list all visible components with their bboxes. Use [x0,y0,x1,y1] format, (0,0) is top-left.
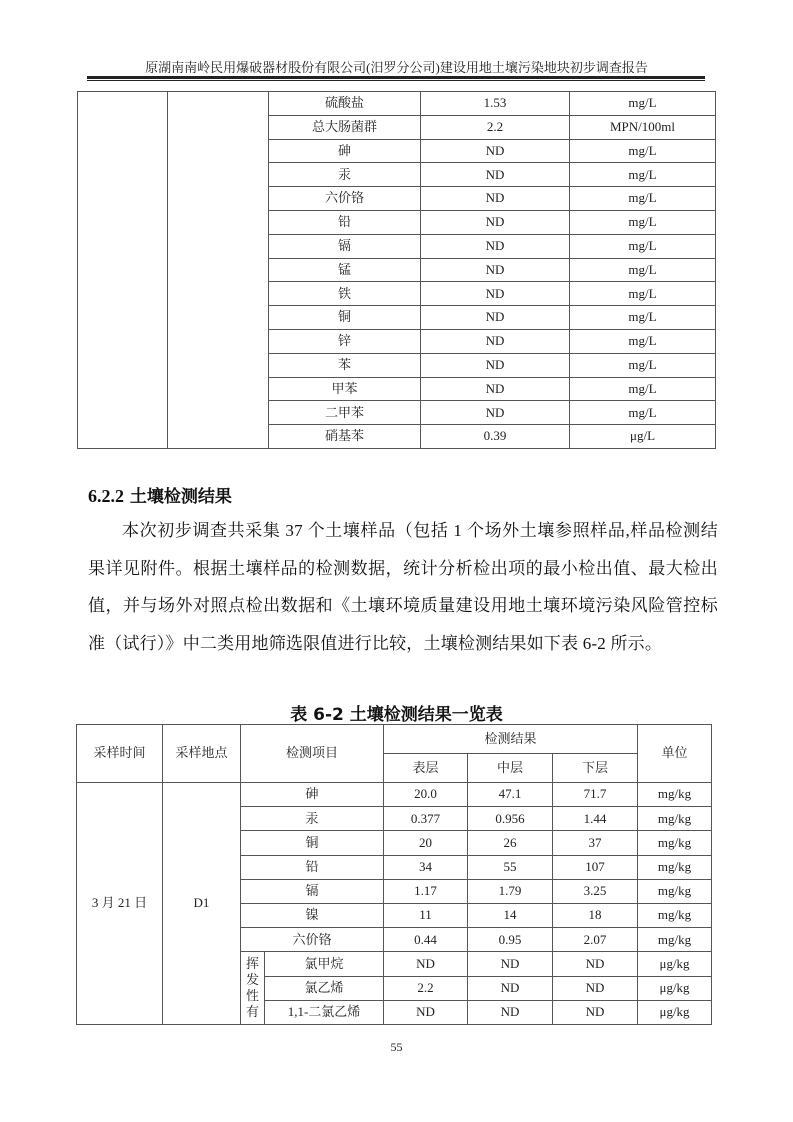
lower-result-cell: 107 [553,855,638,879]
unit-cell: mg/kg [638,831,712,855]
test-item-cell: 镉 [241,879,384,903]
middle-result-cell: 0.95 [468,928,553,952]
test-item-cell: 苯 [269,353,421,377]
result-cell: ND [421,163,570,187]
table-row [78,92,716,116]
test-item-cell: 总大肠菌群 [269,115,421,139]
unit-cell: mg/L [570,258,716,282]
water-results-table-continued [77,91,716,449]
section-heading [88,482,232,507]
unit-cell: μg/kg [638,1000,712,1024]
section-number: 6.2.2 [88,486,124,506]
unit-cell: mg/L [570,377,716,401]
unit-cell: mg/L [570,92,716,116]
test-item-cell: 氯甲烷 [265,952,384,976]
surface-result-cell: ND [384,952,468,976]
test-item-cell: 汞 [269,163,421,187]
unit-cell: mg/L [570,282,716,306]
header-unit: 单位 [638,725,712,783]
unit-cell: mg/L [570,306,716,330]
header-results: 检测结果 [384,725,638,754]
result-cell: ND [421,401,570,425]
result-cell: ND [421,187,570,211]
header-layer-middle: 中层 [468,754,553,783]
test-item-cell: 六价铬 [269,187,421,211]
unit-cell: μg/kg [638,976,712,1000]
unit-cell: MPN/100ml [570,115,716,139]
header-sampling-time: 采样时间 [77,725,163,783]
unit-cell: μg/kg [638,952,712,976]
unit-cell: mg/L [570,234,716,258]
surface-result-cell: 20 [384,831,468,855]
result-cell: 0.39 [421,425,570,449]
unit-cell: mg/kg [638,855,712,879]
header-rule-thick [87,76,705,79]
middle-result-cell: 47.1 [468,783,553,807]
unit-cell: mg/L [570,401,716,425]
lower-result-cell: 37 [553,831,638,855]
middle-result-cell: 0.956 [468,807,553,831]
test-item-cell: 硝基苯 [269,425,421,449]
test-item-cell: 砷 [241,783,384,807]
body-paragraph: 本次初步调查共采集 37 个土壤样品（包括 1 个场外土壤参照样品,样品检测结果详见附件。根据土壤样品的检测数据，统计分析检出项的最小检出值、最大检出值，并与场外对照点检出数据和《土壤环境质量建设用地土壤环境污染风险管控标准（试行）》中二类用地筛选限值进行比较，土壤检测结果如下表 6-2 所示。 [88,521,718,653]
group-label-cell: 挥发性有 [241,952,265,1025]
test-item-cell: 汞 [241,807,384,831]
surface-result-cell: 20.0 [384,783,468,807]
middle-result-cell: ND [468,1000,553,1024]
result-cell: ND [421,329,570,353]
unit-cell: mg/L [570,329,716,353]
sampling-location-cell [168,92,269,449]
header-layer-lower: 下层 [553,754,638,783]
soil-results-table [76,724,712,1025]
unit-cell: μg/L [570,425,716,449]
test-item-cell: 锰 [269,258,421,282]
middle-result-cell: 55 [468,855,553,879]
header-rule-thin [87,80,705,81]
lower-result-cell: ND [553,952,638,976]
unit-cell: mg/L [570,353,716,377]
lower-result-cell: 18 [553,903,638,927]
header-sampling-location: 采样地点 [163,725,241,783]
test-item-cell: 砷 [269,139,421,163]
sampling-location-cell: D1 [163,783,241,1025]
surface-result-cell: ND [384,1000,468,1024]
lower-result-cell: 71.7 [553,783,638,807]
test-item-cell: 铅 [241,855,384,879]
test-item-cell: 铜 [269,306,421,330]
header-test-item: 检测项目 [241,725,384,783]
middle-result-cell: ND [468,976,553,1000]
surface-result-cell: 0.44 [384,928,468,952]
result-cell: ND [421,377,570,401]
test-item-cell: 铁 [269,282,421,306]
middle-result-cell: 1.79 [468,879,553,903]
unit-cell: mg/kg [638,928,712,952]
result-cell: ND [421,258,570,282]
unit-cell: mg/kg [638,807,712,831]
test-item-cell: 六价铬 [241,928,384,952]
middle-result-cell: ND [468,952,553,976]
result-cell: 2.2 [421,115,570,139]
unit-cell: mg/kg [638,783,712,807]
result-cell: ND [421,282,570,306]
surface-result-cell: 0.377 [384,807,468,831]
unit-cell: mg/L [570,187,716,211]
test-item-cell: 镉 [269,234,421,258]
test-item-cell: 二甲苯 [269,401,421,425]
section-title: 土壤检测结果 [129,487,232,507]
sampling-time-cell: 3 月 21 日 [77,783,163,1025]
sampling-time-cell [78,92,168,449]
result-cell: 1.53 [421,92,570,116]
table-row [77,783,712,807]
page-number: 55 [390,1040,403,1054]
test-item-cell: 锌 [269,329,421,353]
surface-result-cell: 11 [384,903,468,927]
lower-result-cell: ND [553,1000,638,1024]
test-item-cell: 1,1-二氯乙烯 [265,1000,384,1024]
running-header-title: 原湖南南岭民用爆破器材股份有限公司(汨罗分公司)建设用地土壤污染地块初步调查报告 [145,60,648,75]
lower-result-cell: 2.07 [553,928,638,952]
test-item-cell: 硫酸盐 [269,92,421,116]
test-item-cell: 铅 [269,210,421,234]
lower-result-cell: ND [553,976,638,1000]
unit-cell: mg/L [570,210,716,234]
middle-result-cell: 26 [468,831,553,855]
surface-result-cell: 1.17 [384,879,468,903]
result-cell: ND [421,306,570,330]
surface-result-cell: 34 [384,855,468,879]
test-item-cell: 甲苯 [269,377,421,401]
result-cell: ND [421,139,570,163]
result-cell: ND [421,353,570,377]
lower-result-cell: 3.25 [553,879,638,903]
unit-cell: mg/L [570,163,716,187]
result-cell: ND [421,234,570,258]
unit-cell: mg/kg [638,879,712,903]
table-header-row [77,725,712,754]
test-item-cell: 镍 [241,903,384,927]
test-item-cell: 铜 [241,831,384,855]
middle-result-cell: 14 [468,903,553,927]
surface-result-cell: 2.2 [384,976,468,1000]
unit-cell: mg/L [570,139,716,163]
result-cell: ND [421,210,570,234]
header-layer-surface: 表层 [384,754,468,783]
unit-cell: mg/kg [638,903,712,927]
test-item-cell: 氯乙烯 [265,976,384,1000]
table-caption: 表 6-2 土壤检测结果一览表 [290,705,503,725]
lower-result-cell: 1.44 [553,807,638,831]
